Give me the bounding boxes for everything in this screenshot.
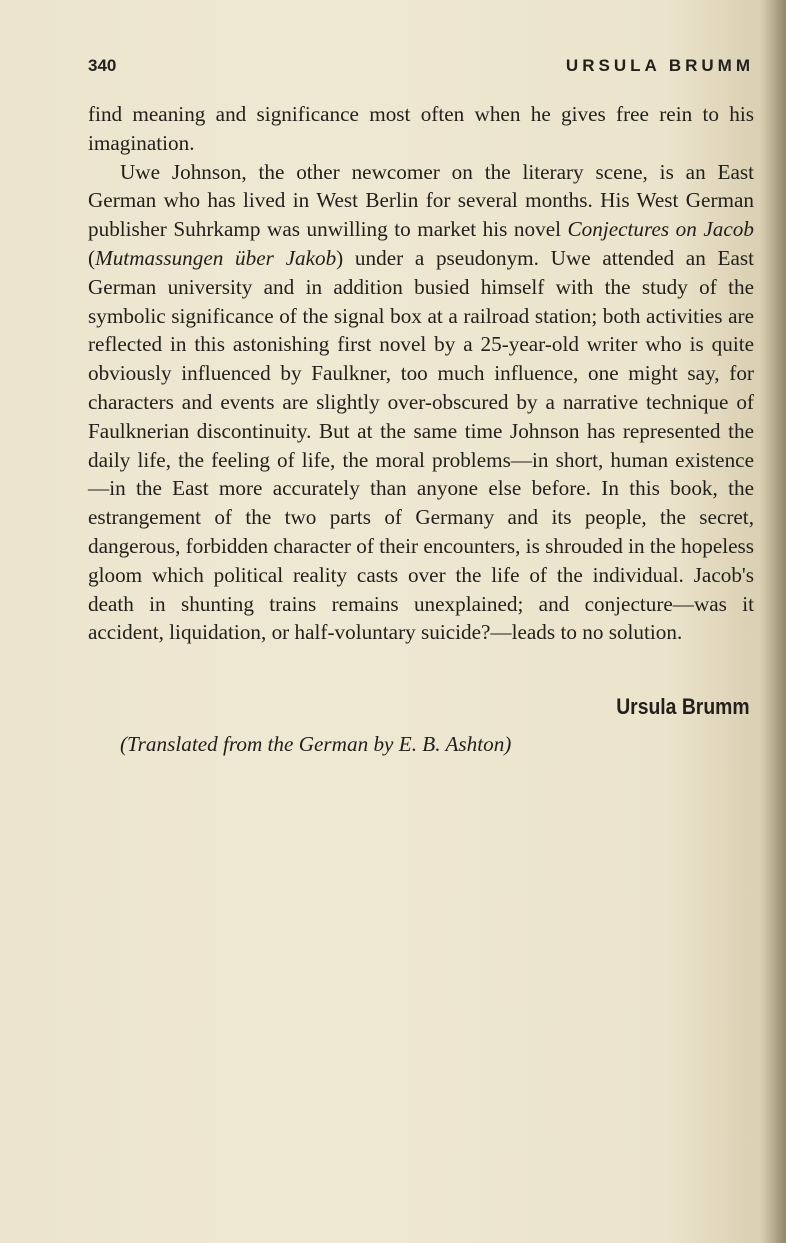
paragraph-2: [88, 158, 754, 648]
spine-shadow: [760, 0, 786, 1243]
book-title-english: Conjectures on Jacob: [567, 217, 754, 242]
book-title-german: Mutmassungen über Jakob: [95, 245, 337, 270]
body-text: [88, 100, 754, 647]
author-signature: Ursula Brumm: [616, 694, 750, 719]
paragraph-2-start: Uwe Johnson, the other newcomer on the literary scene, is an East German who has lived in West Berlin for several months. His West German publisher Suhrkamp was unwilling to market his novel: [88, 159, 754, 242]
paragraph-1: find meaning and significance most often when he gives free rein to his imagination.: [88, 102, 754, 155]
page-number: 340: [88, 56, 117, 75]
running-head: URSULA BRUMM: [565, 56, 754, 75]
paren-open: (: [88, 245, 96, 270]
translation-note: (Translated from the German by E. B. Ashton): [120, 732, 512, 756]
paragraph-2-end: under a pseudonym. Uwe attended an East German university and in addition busied himself with the study of the symbolic significance of the signal box at a railroad station; both activities are reflected in this astonishing first novel by a 25-year-old writer who is quite obviously influenced by Faulkner, too much influence, one might say, for characters and events are slightly over-obscured by a narrative technique of Faulknerian discontinuity. But at the same time Johnson has represented the daily life, the feeling of life, the moral problems—in short, human existence—in the East more accurately than anyone else before. In this book, the estrangement of the two parts of Germany and its people, the secret, dangerous, forbidden character of their encounters, is shrouded in the hopeless gloom which political reality casts over the life of the individual. Jacob's death in shunting trains remains unexplained; and conjecture—was it accident, liquidation, or half-voluntary suicide?—leads to no solution.: [88, 245, 755, 645]
page-header: [88, 56, 754, 82]
paren-close: ): [336, 245, 344, 270]
